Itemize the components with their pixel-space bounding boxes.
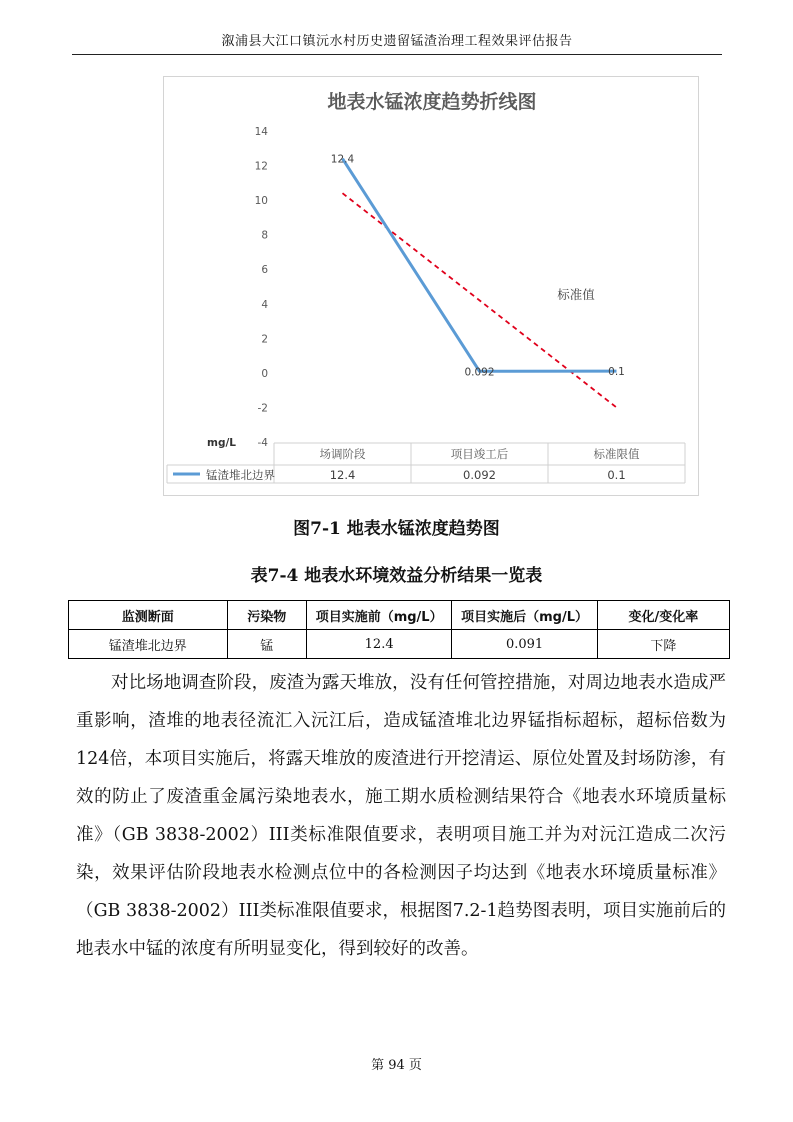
legend-series-label: 锰渣堆北边界	[206, 468, 275, 482]
x-category-label: 项目竣工后	[450, 447, 509, 461]
table-header-row	[69, 601, 730, 630]
cell-pollutant: 锰	[227, 630, 306, 659]
data-table-value: 0.1	[607, 468, 626, 482]
y-tick-label: 12	[254, 160, 268, 173]
chart-title: 地表水锰浓度趋势折线图	[327, 91, 537, 113]
y-axis-label: mg/L	[207, 437, 236, 449]
y-tick-label: -2	[257, 402, 268, 415]
trend-chart	[163, 76, 699, 496]
header-before: 项目实施前（mg/L）	[306, 601, 451, 630]
results-table	[68, 600, 730, 659]
cell-before: 12.4	[306, 630, 451, 659]
y-tick-label: -4	[257, 437, 268, 449]
y-tick-label: 4	[261, 298, 268, 311]
header-change: 变化/变化率	[597, 601, 729, 630]
report-header: 溆浦县大江口镇沅水村历史遗留锰渣治理工程效果评估报告	[221, 34, 573, 49]
chart-annotation: 标准值	[557, 287, 595, 302]
table-row	[69, 630, 730, 659]
header-divider	[72, 54, 722, 55]
y-tick-label: 6	[261, 264, 268, 277]
cell-after: 0.091	[452, 630, 597, 659]
data-table-value: 12.4	[329, 468, 356, 482]
header-section: 监测断面	[69, 601, 228, 630]
y-tick-label: 0	[261, 367, 268, 380]
figure-caption: 图7-1 地表水锰浓度趋势图	[293, 519, 500, 539]
data-label: 0.092	[464, 366, 495, 379]
y-tick-label: 10	[254, 195, 268, 208]
data-label: 0.1	[608, 366, 625, 379]
data-label: 12.4	[330, 153, 355, 166]
trend-chart-svg	[164, 77, 700, 497]
y-tick-label: 8	[261, 229, 268, 242]
page-number: 第 94 页	[371, 1058, 422, 1073]
body-paragraph: 对比场地调查阶段，废渣为露天堆放，没有任何管控措施，对周边地表水造成严重影响，渣堆的地表径流汇入沅江后，造成锰渣堆北边界锰指标超标，超标倍数为124倍，本项目实施后，将露天堆放的废渣进行开挖清运、原位处置及封场防渗，有效的防止了废渣重金属污染地表水，施工期水质检测结果符合《地表水环境质量标准》（GB 3838-2002）III类标准限值要求，表明项目施工并为对沅江造成二次污染，效果评估阶段地表水检测点位中的各检测因子均达到《地表水环境质量标准》（GB 3838-2002）III类标准限值要求，根据图7.2-1趋势图表明，项目实施前后的地表水中锰的浓度有所明显变化，得到较好的改善。	[76, 673, 726, 959]
x-category-label: 标准限值	[593, 447, 640, 461]
cell-section: 锰渣堆北边界	[69, 630, 228, 659]
y-tick-label: 14	[254, 126, 268, 138]
x-category-label: 场调阶段	[319, 447, 366, 461]
data-table-value: 0.092	[463, 468, 496, 482]
y-tick-label: 2	[261, 333, 268, 346]
table-title: 表7-4 地表水环境效益分析结果一览表	[250, 566, 543, 586]
header-pollutant: 污染物	[227, 601, 306, 630]
cell-change: 下降	[597, 630, 729, 659]
header-after: 项目实施后（mg/L）	[452, 601, 597, 630]
series-line	[343, 159, 617, 372]
